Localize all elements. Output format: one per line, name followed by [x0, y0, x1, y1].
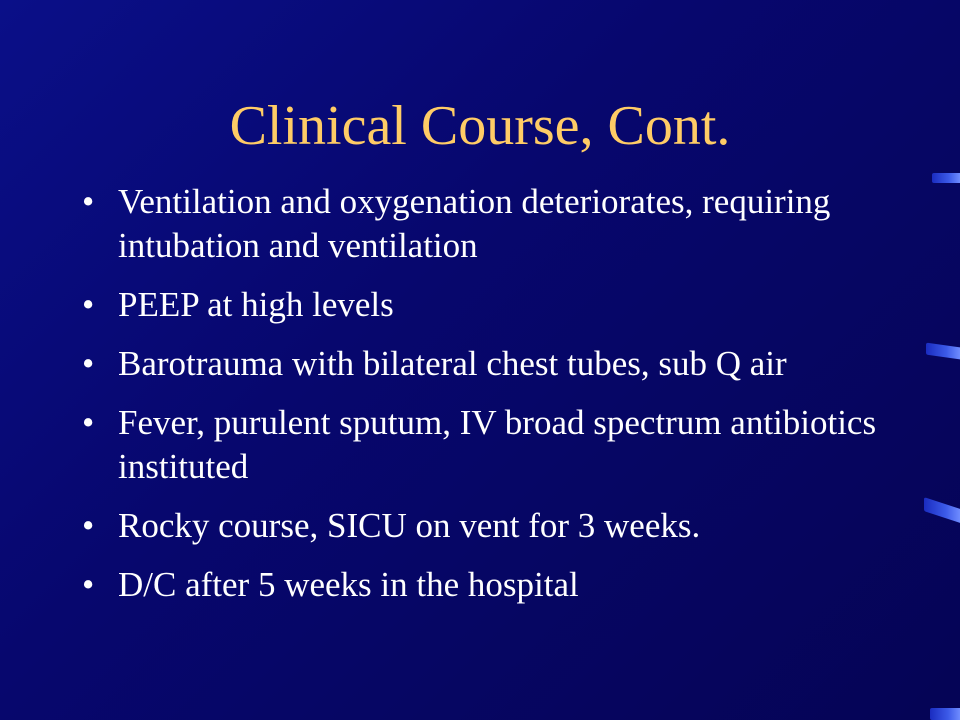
- bullet-marker: •: [82, 506, 95, 545]
- bullet-text: Ventilation and oxygenation deteriorates, requiring intubation and ventilation: [118, 182, 831, 265]
- bullet-item: [82, 180, 882, 268]
- bullet-item: [82, 401, 882, 489]
- bullet-item: [82, 504, 882, 548]
- bullet-marker: •: [82, 403, 95, 442]
- bullet-item: [82, 342, 882, 386]
- bullet-item: [82, 283, 882, 327]
- bullet-marker: •: [82, 182, 95, 221]
- slide-title: Clinical Course, Cont.: [229, 95, 731, 157]
- bullet-text: Rocky course, SICU on vent for 3 weeks.: [118, 506, 701, 545]
- decorative-stripe: [932, 173, 960, 183]
- decorative-stripe: [930, 708, 960, 720]
- bullet-text: PEEP at high levels: [118, 285, 394, 324]
- bullet-text: Barotrauma with bilateral chest tubes, sub Q air: [118, 344, 787, 383]
- bullet-marker: •: [82, 285, 95, 324]
- bullet-marker: •: [82, 565, 95, 604]
- decorative-stripe: [926, 343, 960, 360]
- bullet-text: Fever, purulent sputum, IV broad spectrum antibiotics instituted: [118, 403, 877, 486]
- decorative-stripe: [924, 497, 960, 523]
- bullet-list: [82, 180, 882, 622]
- bullet-marker: •: [82, 344, 95, 383]
- bullet-item: [82, 563, 882, 607]
- bullet-text: D/C after 5 weeks in the hospital: [118, 565, 579, 604]
